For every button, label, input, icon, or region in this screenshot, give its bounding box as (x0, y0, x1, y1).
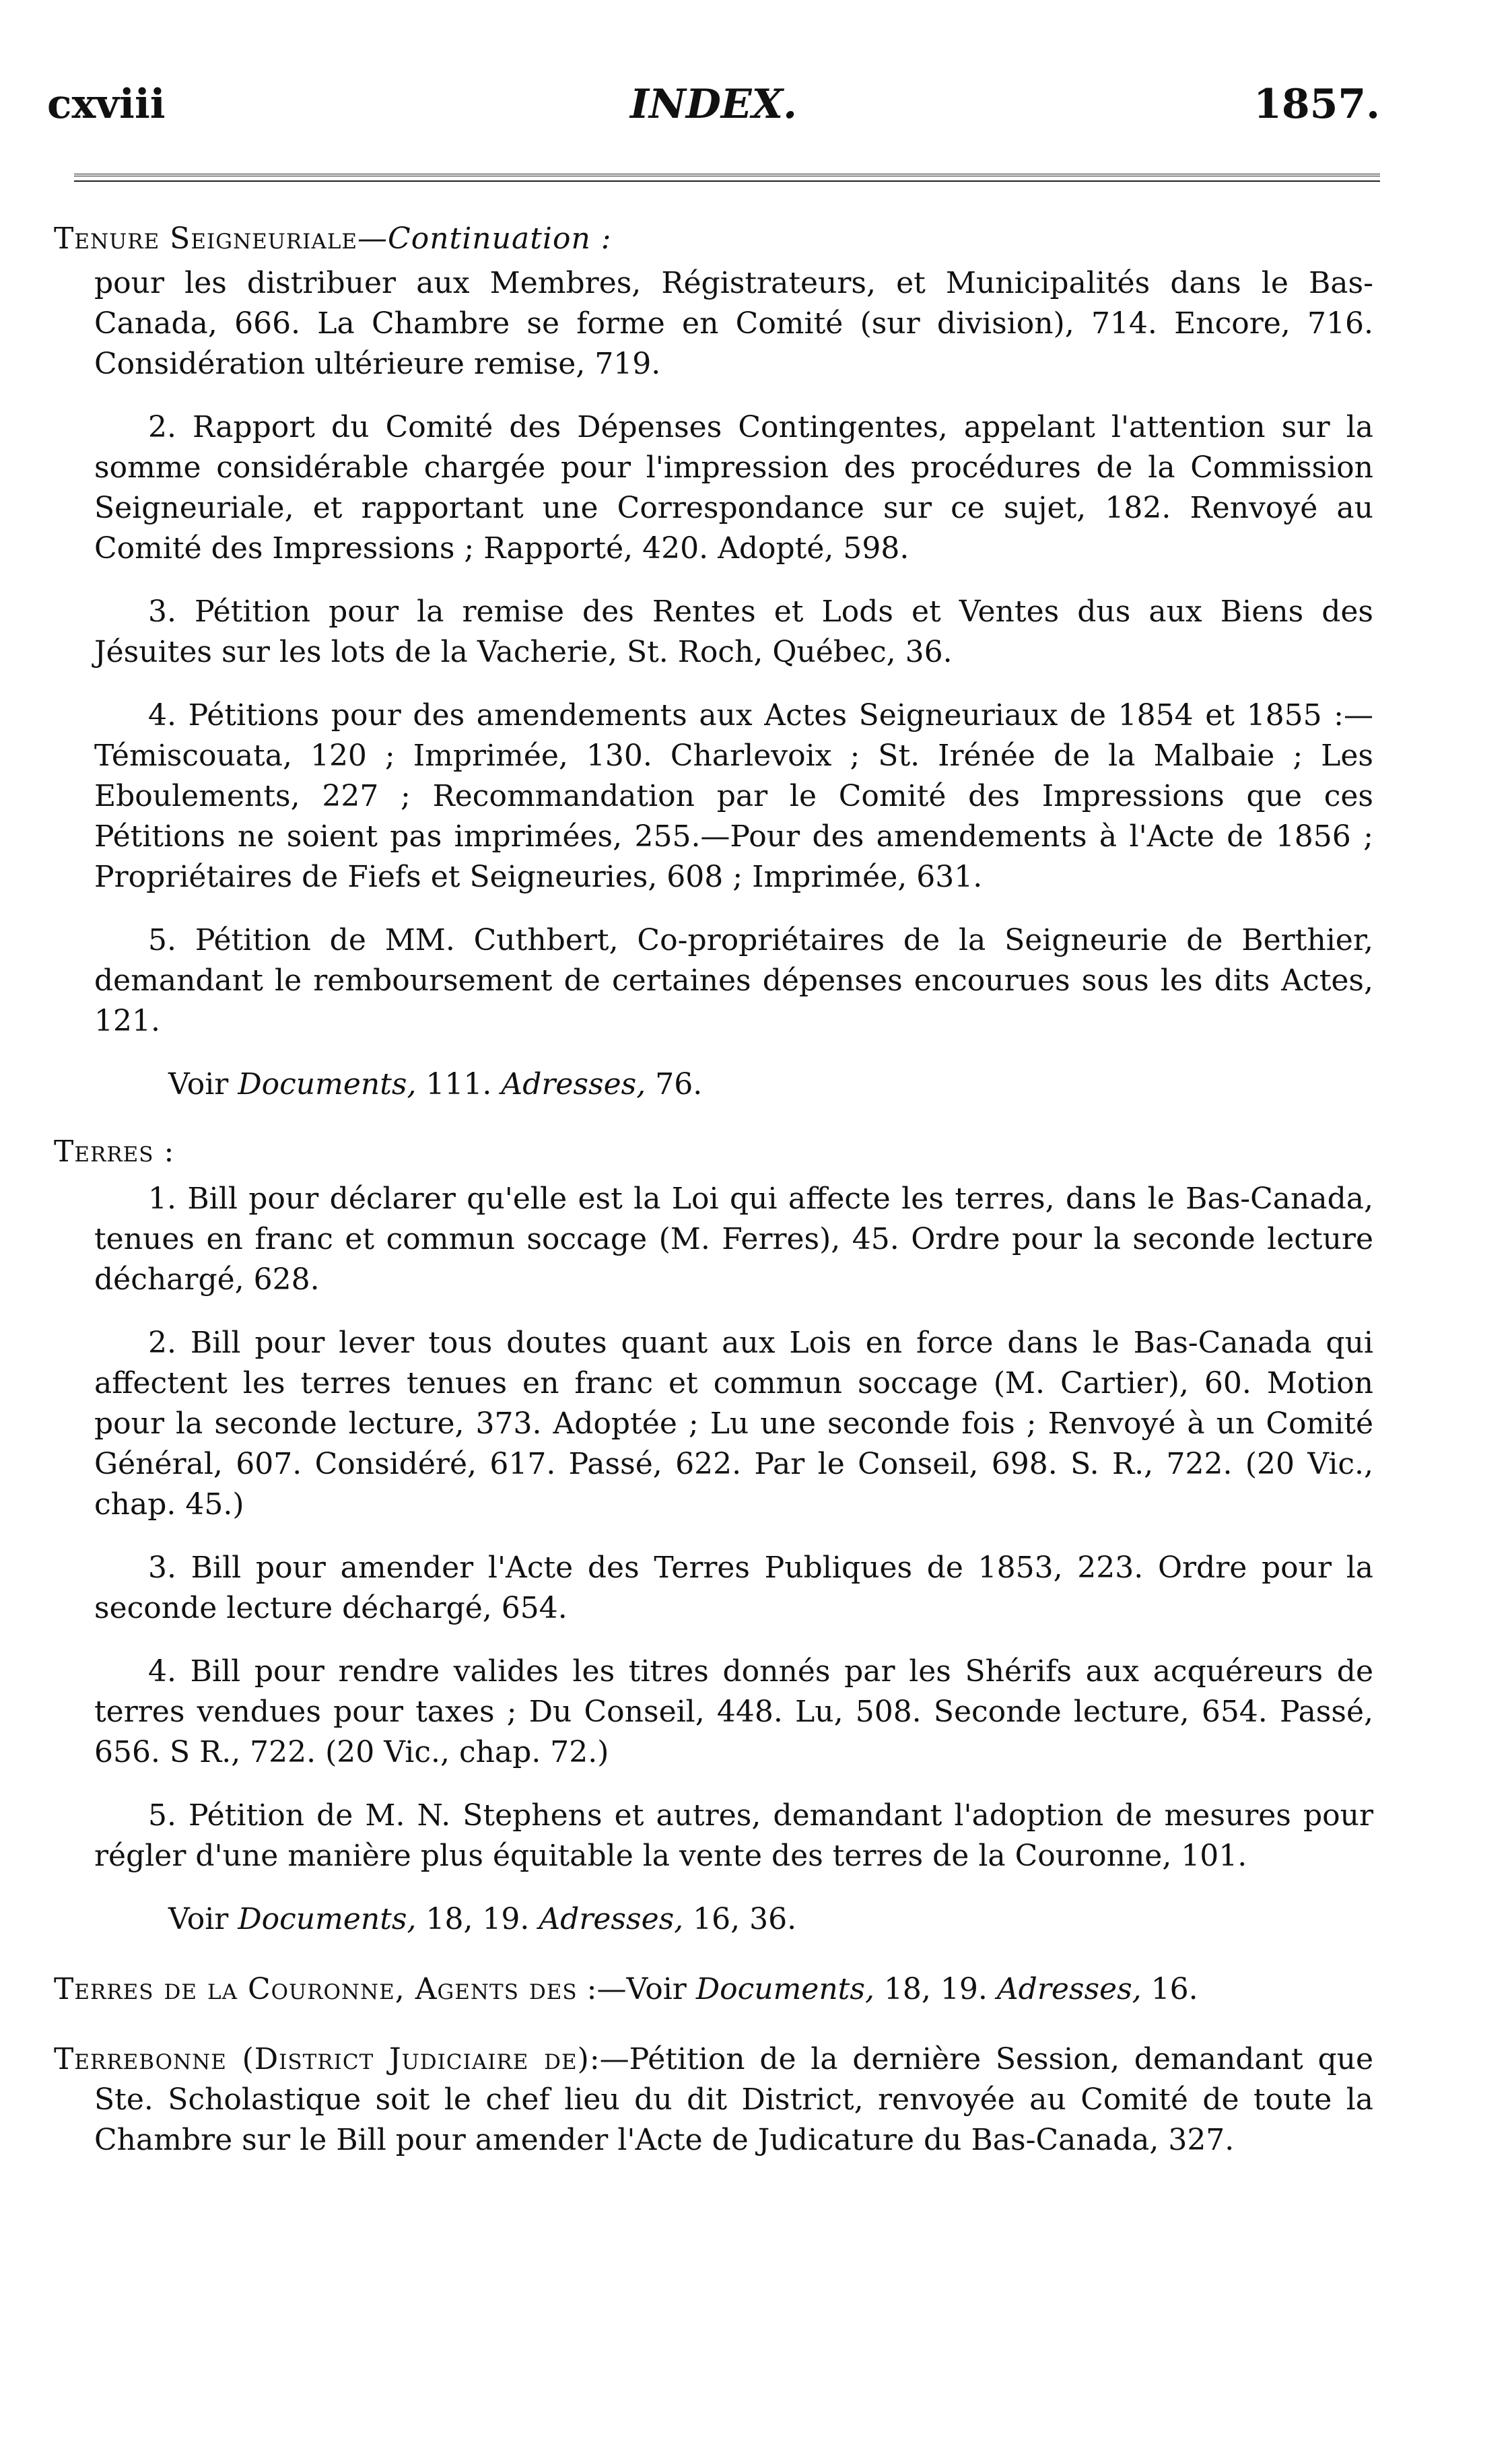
see-also-prefix: Voir (168, 1067, 229, 1101)
page-header (47, 81, 1380, 141)
header-rule-single (74, 180, 1380, 182)
section-tenure-seigneuriale (54, 219, 1373, 1105)
entry-intro: pour les distribuer aux Membres, Régistrateurs, et Municipalités dans le Bas-Canada, 666. La Chambre se forme en Comité (sur division), 714. Encore, 716. Considération ultérieure remise, 719. (94, 266, 1373, 381)
section-terres-de-la-couronne (54, 1969, 1373, 2010)
entry-item: 4. Pétitions pour des amendements aux Actes Seigneuriaux de 1854 et 1855 :—Témiscouata, 120 ; Imprimée, 130. Charlevoix ; St. Irénée de la Malbaie ; Les Eboulements, 227 ; Recommandation par le Comité des Impressions que ces Pétitions ne soient pas imprimées, 255.—Pour des amendements à l'Acte de 1856 ; Propriétaires de Fiefs et Seigneuries, 608 ; Imprimée, 631. (94, 698, 1373, 894)
see-also-documents-value: 18, 19. (425, 1902, 530, 1936)
entry-item: 3. Pétition pour la remise des Rentes et Lods et Ventes dus aux Biens des Jésuites sur les lots de la Vacherie, St. Roch, Québec, 36. (94, 595, 1373, 669)
see-also-adresses-label: Adresses, (996, 1972, 1142, 2006)
section-heading (54, 219, 1373, 259)
page-number: cxviii (47, 81, 166, 128)
see-also-documents-value: 111. (425, 1067, 492, 1101)
entry-item: 2. Rapport du Comité des Dépenses Contingentes, appelant l'attention sur la somme considérable chargée pour l'impression des procédures de la Commission Seigneuriale, et rapportant une Correspondance sur ce sujet, 182. Renvoyé au Comité des Impressions ; Rapporté, 420. Adopté, 598. (94, 410, 1373, 566)
section-terrebonne (54, 2039, 1373, 2161)
header-rule-double (74, 174, 1380, 176)
entry-item: 5. Pétition de MM. Cuthbert, Co-propriétaires de la Seigneurie de Berthier, demandant le remboursement de certaines dépenses encourues sous les dits Actes, 121. (94, 923, 1373, 1038)
entry-item: 2. Bill pour lever tous doutes quant aux Lois en force dans le Bas-Canada qui affectent les terres tenues en franc et commun soccage (M. Cartier), 60. Motion pour la seconde lecture, 373. Adoptée ; Lu une seconde fois ; Renvoyé à un Comité Général, 607. Considéré, 617. Passé, 622. Par le Conseil, 698. S. R., 722. (20 Vic., chap. 45.) (94, 1326, 1373, 1522)
see-also-prefix: :—Voir (586, 1972, 687, 2006)
entry-item: 1. Bill pour déclarer qu'elle est la Loi qui affecte les terres, dans le Bas-Canada, tenues en franc et commun soccage (M. Ferres), 45. Ordre pour la seconde lecture déchargé, 628. (94, 1182, 1373, 1297)
section-heading: Terrebonne (District Judiciaire de) (54, 2042, 590, 2076)
see-also (168, 1064, 1373, 1105)
heading-text: Tenure Seigneuriale (54, 222, 358, 256)
section-terres (54, 1132, 1373, 1940)
entry-text: :—Pétition de la dernière Session, demandant que Ste. Scholastique soit le chef lieu du dit District, renvoyée au Comité de toute la Chambre sur le Bill pour amender l'Acte de Judicature du Bas-Canada, 327. (94, 2042, 1373, 2157)
see-also-adresses-label: Adresses, (539, 1902, 684, 1936)
section-heading: Terres de la Couronne, Agents des (54, 1972, 578, 2006)
see-also-documents-label: Documents, (238, 1067, 417, 1101)
entry-item: 3. Bill pour amender l'Acte des Terres Publiques de 1853, 223. Ordre pour la seconde lecture déchargé, 654. (94, 1551, 1373, 1625)
page-title: INDEX. (629, 81, 798, 128)
see-also-prefix: Voir (168, 1902, 229, 1936)
entry-item: 5. Pétition de M. N. Stephens et autres, demandant l'adoption de mesures pour régler d'une manière plus équitable la vente des terres de la Couronne, 101. (94, 1798, 1373, 1873)
see-also (168, 1899, 1373, 1940)
see-also-documents-label: Documents, (238, 1902, 417, 1936)
see-also-adresses-value: 76. (655, 1067, 703, 1101)
see-also-adresses-value: 16. (1150, 1972, 1198, 2006)
page-year: 1857. (1253, 81, 1380, 128)
entry-item: 4. Bill pour rendre valides les titres donnés par les Shérifs aux acquéreurs de terres vendues pour taxes ; Du Conseil, 448. Lu, 508. Seconde lecture, 654. Passé, 656. S R., 722. (20 Vic., chap. 72.) (94, 1654, 1373, 1769)
see-also-adresses-label: Adresses, (501, 1067, 646, 1101)
section-heading: Terres : (54, 1134, 175, 1169)
see-also-adresses-value: 16, 36. (693, 1902, 797, 1936)
see-also-documents-value: 18, 19. (883, 1972, 988, 2006)
see-also-documents-label: Documents, (695, 1972, 874, 2006)
index-content (54, 219, 1373, 2161)
heading-suffix: —Continuation : (357, 222, 612, 256)
